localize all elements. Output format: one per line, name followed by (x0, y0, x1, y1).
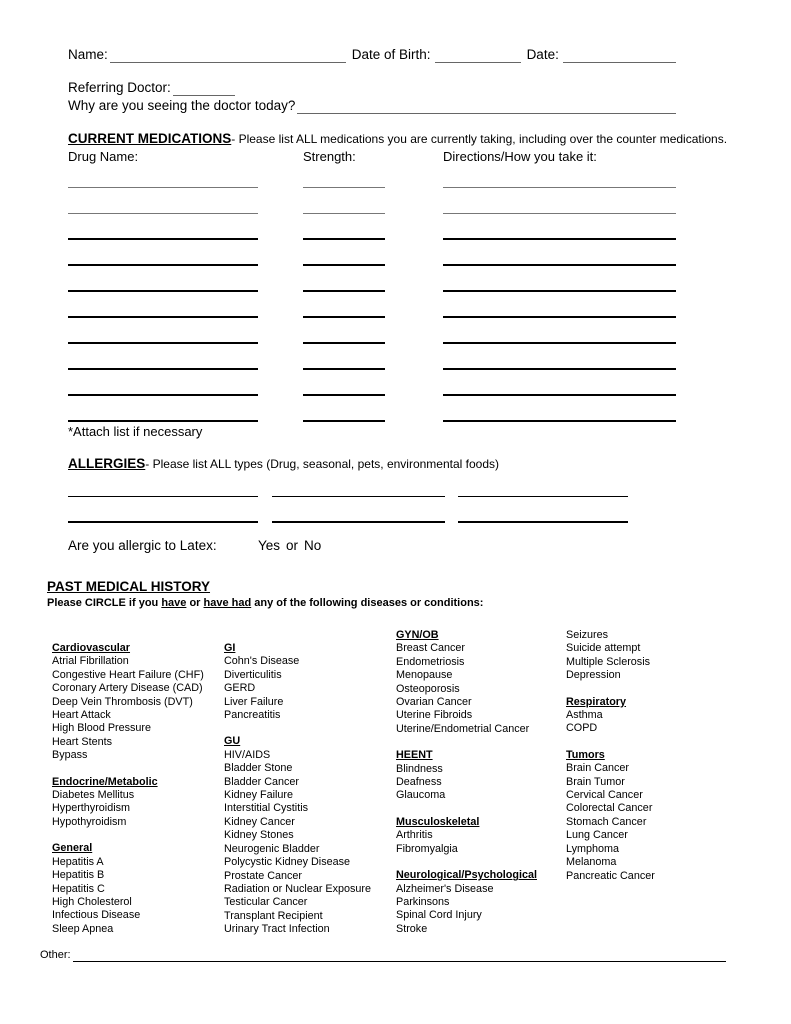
condition-item[interactable]: Uterine Fibroids (396, 709, 473, 722)
condition-item[interactable]: Stroke (396, 922, 428, 935)
condition-item[interactable]: Bladder Stone (224, 762, 293, 775)
medication-strength-input-line[interactable] (303, 266, 385, 292)
condition-item[interactable]: Fibromyalgia (396, 842, 458, 855)
condition-item[interactable]: Stomach Cancer (566, 815, 647, 828)
condition-item[interactable]: Radiation or Nuclear Exposure (224, 882, 372, 895)
allergies-subtitle: - Please list ALL types (Drug, seasonal, pets, environmental foods) (145, 457, 500, 471)
medication-strength-input-line[interactable] (303, 188, 385, 214)
condition-item[interactable]: Heart Stents (52, 735, 113, 748)
condition-item[interactable]: Asthma (566, 709, 603, 722)
medication-directions-input-line[interactable] (443, 188, 676, 214)
dob-label: Date of Birth: (351, 47, 431, 62)
history-columns (52, 629, 751, 937)
history-group (224, 642, 396, 722)
medication-strength-input-line[interactable] (303, 240, 385, 266)
condition-item[interactable]: Atrial Fibrillation (52, 655, 129, 668)
condition-item[interactable]: Alzheimer's Disease (396, 882, 494, 895)
medication-drug-input-line[interactable] (68, 318, 258, 344)
condition-item[interactable]: Colorectal Cancer (566, 802, 653, 815)
allergy-row (68, 472, 676, 497)
condition-item[interactable]: Seizures (566, 629, 609, 641)
condition-item[interactable]: Uterine/Endometrial Cancer (396, 722, 530, 735)
medication-row (68, 344, 676, 370)
medication-directions-input-line[interactable] (443, 370, 676, 396)
instruction-part: Please CIRCLE if you (47, 597, 162, 609)
strength-column-header: Strength: (303, 149, 356, 164)
other-row (40, 948, 726, 962)
medication-row (68, 240, 676, 266)
history-group (52, 642, 224, 763)
history-column-2 (224, 629, 396, 937)
condition-item[interactable]: Osteoporosis (396, 682, 460, 695)
history-group (396, 629, 566, 736)
condition-item[interactable]: Parkinsons (396, 895, 450, 908)
medication-row (68, 292, 676, 318)
condition-item[interactable]: Spinal Cord Injury (396, 909, 482, 922)
latex-no-option[interactable]: No (304, 538, 322, 553)
medication-row (68, 396, 676, 422)
condition-item[interactable]: Bypass (52, 749, 88, 762)
allergy-input-line[interactable] (68, 497, 258, 523)
visit-reason-row (68, 97, 676, 114)
allergy-row (68, 497, 676, 523)
condition-item[interactable]: Blindness (396, 762, 443, 775)
history-group (396, 869, 566, 936)
date-label: Date: (526, 47, 559, 62)
history-group-header: Tumors (566, 748, 605, 761)
visit-reason-label: Why are you seeing the doctor today? (68, 98, 296, 113)
medication-strength-input-line[interactable] (303, 370, 385, 396)
condition-item[interactable]: COPD (566, 722, 598, 735)
allergy-input-line[interactable] (272, 497, 445, 523)
medication-drug-input-line[interactable] (68, 292, 258, 318)
referring-doctor-label: Referring Doctor: (68, 80, 171, 95)
circle-instruction (47, 597, 751, 610)
condition-item[interactable]: Multiple Sclerosis (566, 655, 651, 668)
condition-item[interactable]: Lymphoma (566, 842, 620, 855)
condition-item[interactable]: Liver Failure (224, 695, 284, 708)
history-group-header: Respiratory (566, 695, 627, 708)
condition-item[interactable]: Deep Vein Thrombosis (DVT) (52, 695, 193, 708)
condition-item[interactable]: Arthritis (396, 829, 433, 842)
condition-item[interactable]: Pancreatitis (224, 709, 281, 722)
name-label: Name: (68, 47, 108, 62)
latex-yes-option[interactable]: Yes (258, 538, 281, 553)
medication-directions-input-line[interactable] (443, 266, 676, 292)
dob-input-line[interactable] (435, 47, 521, 63)
medication-directions-input-line[interactable] (443, 240, 676, 266)
latex-question-row (68, 537, 676, 554)
medication-row (68, 318, 676, 344)
instruction-part: any of the following diseases or conditions: (251, 597, 484, 609)
medication-strength-input-line[interactable] (303, 396, 385, 422)
condition-item[interactable]: Hepatitis C (52, 882, 105, 895)
history-group (566, 629, 655, 683)
allergies-title: ALLERGIES (68, 456, 146, 471)
allergy-input-line[interactable] (272, 472, 445, 497)
history-group (224, 735, 396, 936)
instruction-part: or (186, 597, 204, 609)
condition-item[interactable]: Diabetes Mellitus (52, 789, 135, 802)
condition-item[interactable]: Hepatitis B (52, 869, 105, 882)
history-group (396, 816, 566, 856)
allergy-input-line[interactable] (68, 472, 258, 497)
latex-or-label: or (286, 538, 299, 553)
history-group-header: General (52, 842, 93, 855)
medication-directions-input-line[interactable] (443, 344, 676, 370)
condition-item[interactable]: Pancreatic Cancer (566, 869, 655, 882)
past-medical-history-title: PAST MEDICAL HISTORY (47, 579, 211, 594)
drug-name-column-header: Drug Name: (68, 149, 139, 164)
condition-item[interactable]: Menopause (396, 669, 453, 682)
medication-strength-input-line[interactable] (303, 214, 385, 240)
medication-directions-input-line[interactable] (443, 396, 676, 422)
condition-item[interactable]: High Blood Pressure (52, 722, 152, 735)
medication-row (68, 266, 676, 292)
condition-item[interactable]: Kidney Cancer (224, 815, 295, 828)
medication-drug-input-line[interactable] (68, 396, 258, 422)
medication-row (68, 164, 676, 188)
history-group-header: Musculoskeletal (396, 815, 480, 828)
condition-item[interactable]: Hypothyroidism (52, 815, 127, 828)
condition-item[interactable]: Neurogenic Bladder (224, 842, 320, 855)
directions-column-header: Directions/How you take it: (443, 149, 597, 164)
condition-item[interactable]: Interstitial Cystitis (224, 802, 308, 815)
medication-row (68, 188, 676, 214)
medication-row (68, 214, 676, 240)
condition-item[interactable]: Bladder Cancer (224, 775, 300, 788)
condition-item[interactable]: Deafness (396, 776, 442, 789)
condition-item[interactable]: Hepatitis A (52, 855, 104, 868)
medication-drug-input-line[interactable] (68, 266, 258, 292)
instruction-underlined-have: have (161, 597, 187, 609)
condition-item[interactable]: GERD (224, 682, 256, 695)
medications-subtitle: - Please list ALL medications you are currently taking, including over the counter medications. (231, 132, 728, 146)
date-input-line[interactable] (563, 47, 676, 63)
history-column-3 (396, 629, 566, 937)
history-column-1 (52, 629, 224, 937)
condition-item[interactable]: Kidney Failure (224, 789, 294, 802)
condition-item[interactable]: Lung Cancer (566, 829, 628, 842)
medication-directions-input-line[interactable] (443, 164, 676, 188)
condition-item[interactable]: Urinary Tract Infection (224, 923, 330, 936)
medications-title: CURRENT MEDICATIONS (68, 131, 232, 146)
medication-directions-input-line[interactable] (443, 292, 676, 318)
condition-item[interactable]: Hyperthyroidism (52, 802, 130, 815)
condition-item[interactable]: HIV/AIDS (224, 748, 271, 761)
allergy-rows (68, 472, 676, 523)
history-group-header: Endocrine/Metabolic (52, 775, 158, 788)
condition-item[interactable]: Breast Cancer (396, 642, 466, 655)
medication-directions-input-line[interactable] (443, 214, 676, 240)
other-label: Other: (40, 948, 71, 961)
medication-drug-input-line[interactable] (68, 214, 258, 240)
medication-drug-input-line[interactable] (68, 240, 258, 266)
history-group-header: HEENT (396, 749, 433, 762)
condition-item[interactable]: Transplant Recipient (224, 909, 323, 922)
condition-item[interactable]: Sleep Apnea (52, 922, 114, 935)
medication-directions-input-line[interactable] (443, 318, 676, 344)
condition-item[interactable]: Endometriosis (396, 655, 465, 668)
medication-drug-input-line[interactable] (68, 188, 258, 214)
condition-item[interactable]: Ovarian Cancer (396, 696, 472, 709)
condition-item[interactable]: Infectious Disease (52, 909, 141, 922)
medication-drug-input-line[interactable] (68, 370, 258, 396)
allergies-heading (68, 455, 676, 472)
condition-item[interactable]: Glaucoma (396, 789, 446, 802)
visit-reason-input-line[interactable] (297, 98, 676, 114)
medication-strength-input-line[interactable] (303, 344, 385, 370)
condition-item[interactable]: Heart Attack (52, 709, 111, 722)
history-group-header: GYN/OB (396, 629, 439, 641)
condition-item[interactable]: Testicular Cancer (224, 896, 308, 909)
condition-item[interactable]: Congestive Heart Failure (CHF) (52, 668, 204, 681)
condition-item[interactable]: Prostate Cancer (224, 869, 303, 882)
medication-drug-input-line[interactable] (68, 344, 258, 370)
history-group-header: GU (224, 735, 241, 748)
medication-strength-input-line[interactable] (303, 164, 385, 188)
name-input-line[interactable] (110, 47, 346, 63)
condition-item[interactable]: Brain Tumor (566, 775, 625, 788)
condition-item[interactable]: Cervical Cancer (566, 789, 643, 802)
history-group (52, 776, 224, 830)
condition-item[interactable]: High Cholesterol (52, 895, 132, 908)
other-input-line[interactable] (73, 949, 726, 962)
history-group (396, 749, 566, 803)
medication-rows (68, 164, 676, 422)
history-group (566, 749, 655, 883)
history-group (566, 696, 655, 736)
condition-item[interactable]: Polycystic Kidney Disease (224, 856, 351, 869)
allergy-input-line[interactable] (458, 472, 628, 497)
condition-item[interactable]: Diverticulitis (224, 668, 282, 681)
history-group (52, 842, 224, 936)
past-medical-history-section (47, 578, 751, 937)
latex-question-label: Are you allergic to Latex: (68, 538, 217, 553)
condition-item[interactable]: Depression (566, 669, 621, 682)
condition-item[interactable]: Coronary Artery Disease (CAD) (52, 682, 203, 695)
condition-item[interactable]: Kidney Stones (224, 829, 294, 842)
medications-column-headers (68, 149, 676, 164)
referring-doctor-input-line[interactable] (173, 80, 235, 96)
attach-note: *Attach list if necessary (68, 424, 203, 439)
name-row (68, 46, 676, 63)
latex-options (258, 537, 321, 554)
medication-drug-input-line[interactable] (68, 164, 258, 188)
history-group-header: Neurological/Psychological (396, 869, 537, 882)
history-group-header: Cardiovascular (52, 642, 131, 654)
condition-item[interactable]: Brain Cancer (566, 762, 630, 775)
history-column-4 (566, 629, 655, 937)
medication-strength-input-line[interactable] (303, 318, 385, 344)
condition-item[interactable]: Suicide attempt (566, 642, 641, 655)
medication-strength-input-line[interactable] (303, 292, 385, 318)
referring-doctor-row (68, 79, 676, 96)
condition-item[interactable]: Melanoma (566, 856, 617, 869)
condition-item[interactable]: Cohn's Disease (224, 655, 300, 668)
allergy-input-line[interactable] (458, 497, 628, 523)
history-group-header: GI (224, 642, 236, 654)
medications-heading (68, 130, 728, 147)
medication-row (68, 370, 676, 396)
instruction-underlined-have-had: have had (203, 597, 252, 609)
